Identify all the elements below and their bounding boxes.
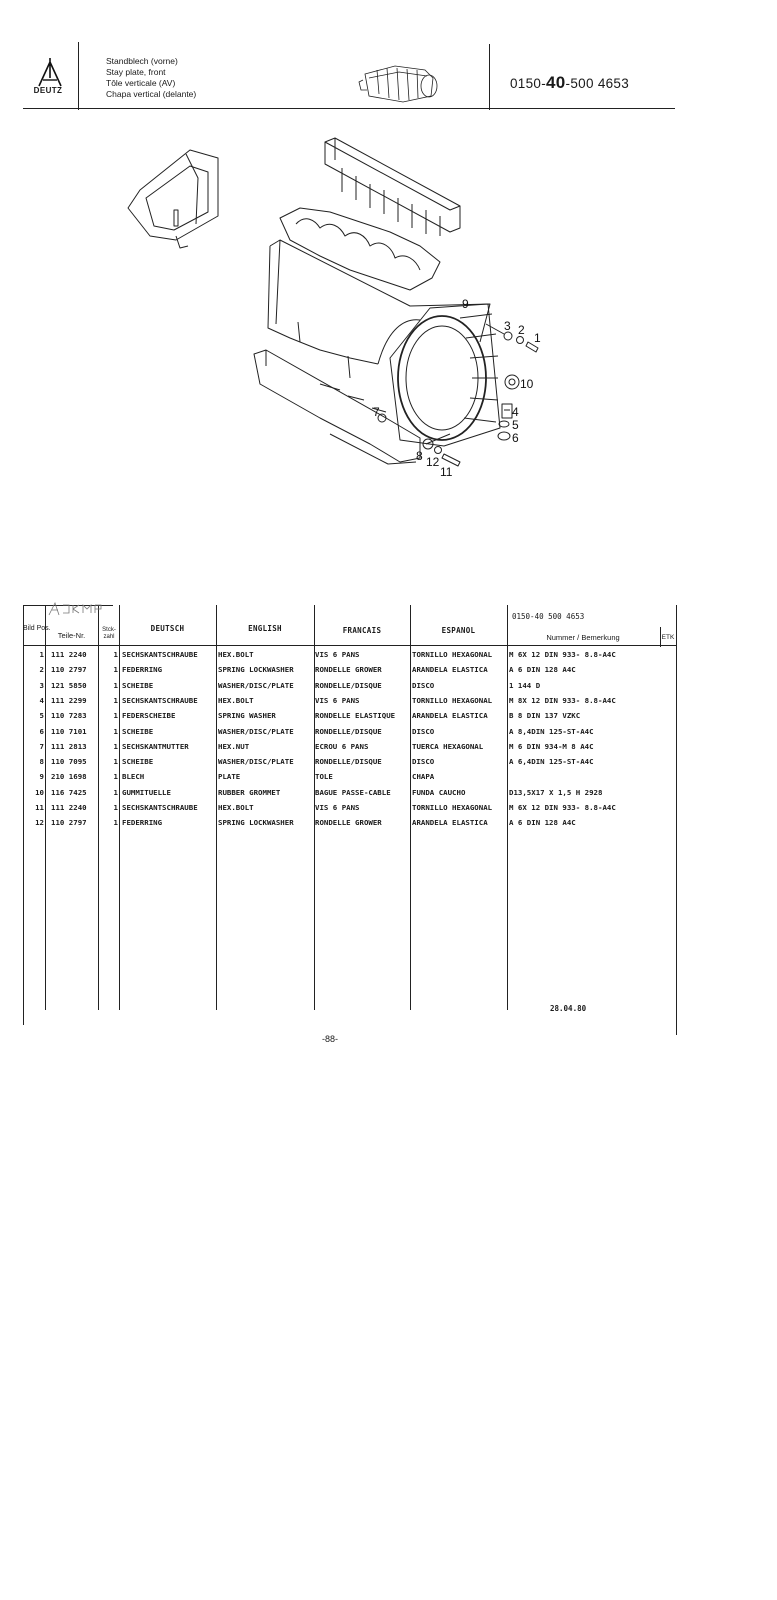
cell-espanol: TORNILLO HEXAGONAL [412,695,493,705]
cell-remarks: M 6X 12 DIN 933- 8.8-A4C [509,803,616,812]
cell-remarks: M 6 DIN 934-M 8 A4C [509,741,594,751]
header-english: ENGLISH [248,624,282,633]
cell-quantity: 1 [113,711,118,721]
cell-remarks: A 8,4DIN 125-ST-A4C [509,726,594,736]
cell-quantity: 1 [113,757,118,767]
cell-part-number: 110 2797 [51,665,87,675]
cell-francais: RONDELLE GROWER [315,665,382,675]
cell-francais: RONDELLE GROWER [315,818,382,828]
cell-quantity: 1 [113,695,118,705]
callout-5: 5 [512,418,519,432]
document-code-group: 40 [546,73,566,92]
cell-english: HEX.BOLT [218,650,254,659]
cell-francais: VIS 6 PANS [315,650,360,659]
side-bracket-shape [128,150,218,248]
cell-english: HEX.NUT [218,741,250,751]
header-part-number: Teile-Nr. [57,631,86,640]
table-row [23,769,678,784]
parts-table [23,605,678,1025]
cell-francais: ECROU 6 PANS [315,741,369,751]
document-code-prefix: 0150- [510,76,547,91]
callout-6: 6 [512,431,519,445]
cell-english: SPRING WASHER [218,711,276,721]
table-row [23,678,678,693]
cell-espanol: DISCO [412,757,435,767]
cell-remarks: D13,5X17 X 1,5 H 2928 [509,787,603,797]
engine-thumbnail-drawing [355,60,445,106]
table-date: 28.04.80 [550,1004,587,1013]
cell-remarks: M 8X 12 DIN 933- 8.8-A4C [509,695,616,705]
cell-francais: RONDELLE ELASTIQUE [315,711,396,721]
cell-english: SPRING LOCKWASHER [218,665,294,675]
cell-deutsch: BLECH [122,772,145,782]
cell-remarks: 1 144 D [509,680,541,690]
callout-2: 2 [518,323,525,337]
cell-part-number: 110 2797 [51,818,87,828]
cell-deutsch: FEDERSCHEIBE [122,711,176,721]
cell-francais: RONDELLE/DISQUE [315,726,382,736]
cell-quantity: 1 [113,772,118,782]
cell-position: 10 [35,787,44,797]
cell-part-number: 110 7101 [51,726,87,736]
code-divider [489,44,490,110]
cell-francais: VIS 6 PANS [315,803,360,812]
cell-espanol: TORNILLO HEXAGONAL [412,650,493,659]
cell-position: 4 [39,695,44,705]
document-code [510,73,629,93]
table-row [23,800,678,815]
cell-position: 3 [39,680,44,690]
cell-position: 6 [39,726,44,736]
cell-remarks: A 6 DIN 128 A4C [509,818,576,828]
callout-11: 11 [440,465,453,479]
cell-deutsch: SECHSKANTSCHRAUBE [122,650,198,659]
logo-divider [78,42,79,110]
seal-plate-shape [280,208,440,290]
header-deutsch: DEUTSCH [150,624,185,633]
cell-deutsch: SCHEIBE [122,726,154,736]
cell-english: RUBBER GROMMET [218,787,281,797]
cell-espanol: DISCO [412,680,435,690]
main-cover-shape [268,240,490,378]
callout-9: 9 [462,297,469,311]
cell-deutsch: FEDERRING [122,818,163,828]
callout-10: 10 [520,377,534,391]
table-row [23,739,678,754]
cell-espanol: TORNILLO HEXAGONAL [412,803,493,812]
cell-part-number: 111 2240 [51,650,87,659]
cell-position: 12 [35,818,44,828]
cell-part-number: 210 1698 [51,772,87,782]
cell-espanol: TUERCA HEXAGONAL [412,741,484,751]
cell-remarks: A 6,4DIN 125-ST-A4C [509,757,594,767]
cell-english: SPRING LOCKWASHER [218,818,294,828]
exploded-view-svg [120,128,560,488]
callout-3: 3 [504,319,511,333]
callout-12: 12 [426,455,440,469]
cell-english: WASHER/DISC/PLATE [218,757,294,767]
lower-plate-shape [254,350,420,464]
stamp-mark [47,601,109,622]
cell-position: 2 [39,665,44,675]
cell-position: 9 [39,772,44,782]
title-german: Standblech (vorne) [106,56,178,66]
header-pos: Bild Pos. [23,625,51,632]
table-row [23,724,678,739]
deutz-logo-icon [30,56,70,88]
table-row [23,815,678,830]
top-rib-plate-shape [325,138,460,236]
document-code-suffix: -500 4653 [565,76,630,91]
deutz-logo [30,56,70,88]
cell-english: WASHER/DISC/PLATE [218,726,294,736]
exploded-view-drawing [120,128,560,488]
cell-quantity: 1 [113,787,118,797]
cell-espanol: CHAPA [412,772,435,782]
logo-text: DEUTZ [33,86,63,95]
header-francais: FRANCAIS [342,626,382,635]
header-espanol: ESPANOL [441,626,476,635]
cell-espanol: ARANDELA ELASTICA [412,665,488,675]
cell-quantity: 1 [113,650,118,659]
engine-thumbnail [355,60,445,106]
cell-quantity: 1 [113,818,118,828]
cell-francais: BAGUE PASSE-CABLE [315,787,391,797]
cell-remarks: A 6 DIN 128 A4C [509,665,576,675]
cell-francais: VIS 6 PANS [315,695,360,705]
cell-quantity: 1 [113,726,118,736]
cell-espanol: ARANDELA ELASTICA [412,818,488,828]
cell-quantity: 1 [113,665,118,675]
table-row [23,785,678,800]
table-body [23,647,678,847]
cell-part-number: 110 7095 [51,757,87,767]
table-row [23,662,678,677]
table-row [23,708,678,723]
cell-position: 7 [39,741,44,751]
stamp-mark-drawing [47,601,109,617]
cell-part-number: 110 7283 [51,711,87,721]
title-spanish: Chapa vertical (delante) [106,89,197,99]
cell-part-number: 111 2240 [51,803,87,812]
header-remarks: Nummer / Bemerkung [546,633,620,642]
cell-part-number: 111 2813 [51,741,87,751]
cell-english: WASHER/DISC/PLATE [218,680,294,690]
header-quantity: Stck-zahl [102,627,116,640]
cell-english: HEX.BOLT [218,695,254,705]
cell-deutsch: SCHEIBE [122,680,154,690]
cell-quantity: 1 [113,680,118,690]
header-etk: ETK [661,634,675,641]
cell-francais: TOLE [315,772,333,782]
cell-francais: RONDELLE/DISQUE [315,757,382,767]
cell-part-number: 121 5850 [51,680,87,690]
table-row [23,647,678,662]
callout-1: 1 [534,331,541,345]
cell-english: PLATE [218,772,241,782]
cell-espanol: ARANDELA ELASTICA [412,711,488,721]
cell-position: 1 [39,650,44,659]
table-document-code: 0150-40 500 4653 [512,612,585,621]
cell-remarks: M 6X 12 DIN 933- 8.8-A4C [509,650,616,659]
cell-deutsch: SCHEIBE [122,757,154,767]
cell-deutsch: GUMMITUELLE [122,787,171,797]
cell-deutsch: SECHSKANTSCHRAUBE [122,695,198,705]
cell-position: 5 [39,711,44,721]
cell-quantity: 1 [113,803,118,812]
cell-deutsch: FEDERRING [122,665,163,675]
cell-deutsch: SECHSKANTMUTTER [122,741,189,751]
callout-8: 8 [416,449,423,463]
fan-shroud-shape [390,304,500,446]
cell-position: 8 [39,757,44,767]
title-english: Stay plate, front [106,67,166,77]
cell-part-number: 116 7425 [51,787,87,797]
title-french: Tôle verticale (AV) [106,78,176,88]
callout-4: 4 [512,405,519,419]
cell-quantity: 1 [113,741,118,751]
cell-espanol: DISCO [412,726,435,736]
table-row [23,693,678,708]
header-rule [23,108,675,109]
header-bottom-rule [23,645,677,646]
cell-english: HEX.BOLT [218,803,254,812]
cell-francais: RONDELLE/DISQUE [315,680,382,690]
cell-position: 11 [35,803,44,812]
callout-7: 7 [373,405,380,419]
page-number: -88- [322,1034,339,1044]
cell-espanol: FUNDA CAUCHO [412,787,466,797]
cell-deutsch: SECHSKANTSCHRAUBE [122,803,198,812]
cell-remarks: B 8 DIN 137 VZKC [509,711,581,721]
table-row [23,754,678,769]
cell-part-number: 111 2299 [51,695,87,705]
